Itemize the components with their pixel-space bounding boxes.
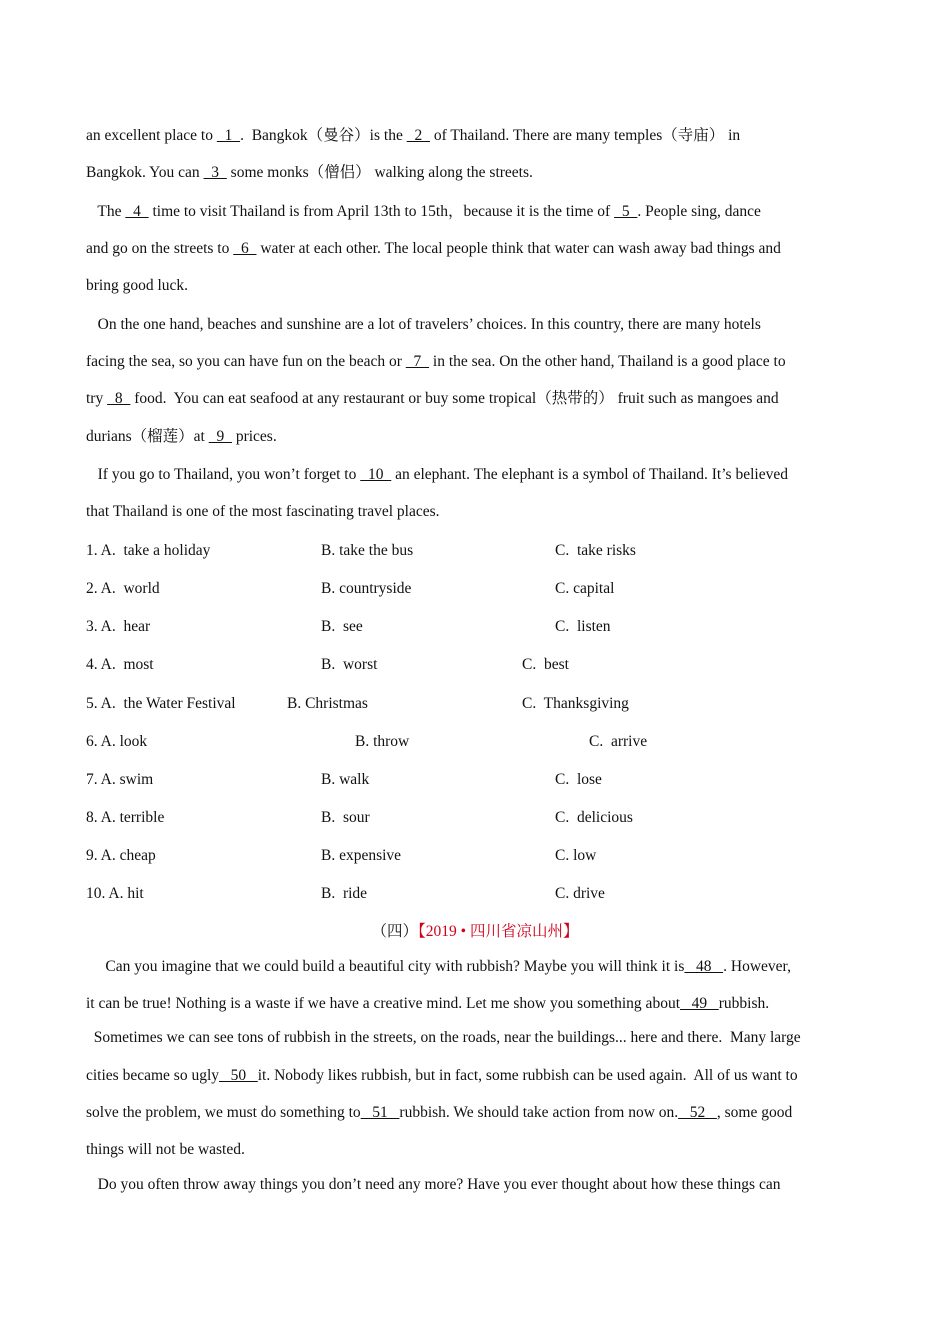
- q8-option-a: 8. A. terrible: [86, 809, 165, 826]
- text: rubbish.: [718, 995, 770, 1012]
- blank-2: 2: [406, 127, 430, 144]
- passage3-p2-line3: bring good luck.: [86, 277, 189, 294]
- text: durians（榴莲）at: [86, 428, 209, 445]
- blank-5: 5: [614, 203, 638, 220]
- section-source: 【2019 • 四川省凉山州】: [418, 923, 579, 940]
- q4-option-c: C. best: [522, 656, 569, 673]
- passage3-p4-line1: [86, 465, 788, 485]
- blank-3: 3: [203, 164, 227, 181]
- text: of Thailand. There are many temples（寺庙） in: [429, 127, 741, 144]
- q4-option-b: B. worst: [321, 656, 378, 673]
- passage3-p1-line2: [86, 163, 533, 183]
- q7-option-c: C. lose: [555, 771, 602, 788]
- text: some monks（僧侣） walking along the streets.: [226, 164, 533, 181]
- q1-option-a: 1. A. take a holiday: [86, 542, 211, 559]
- text: an elephant. The elephant is a symbol of Thailand. It’s believed: [391, 466, 788, 483]
- text: . People sing, dance: [637, 203, 761, 220]
- text: If you go to Thailand, you won’t forget to: [86, 466, 361, 483]
- q10-option-a: 10. A. hit: [86, 885, 144, 902]
- section-number: （四）: [371, 923, 419, 940]
- q5-option-a: 5. A. the Water Festival: [86, 695, 236, 712]
- blank-4: 4: [125, 203, 149, 220]
- q8-option-b: B. sour: [321, 809, 370, 826]
- text: an excellent place to: [86, 127, 217, 144]
- q3-option-a: 3. A. hear: [86, 618, 151, 635]
- passage4-p2-line1: Sometimes we can see tons of rubbish in the streets, on the roads, near the buildings... here and there. Many large: [86, 1029, 801, 1046]
- q2-option-a: 2. A. world: [86, 580, 160, 597]
- section-heading: [0, 922, 950, 942]
- text: it can be true! Nothing is a waste if we have a creative mind. Let me show you something about: [86, 995, 680, 1012]
- passage3-p3-line1: On the one hand, beaches and sunshine are a lot of travelers’ choices. In this country, there are many hotels: [86, 316, 761, 333]
- q6-option-b: B. throw: [355, 733, 410, 750]
- blank-9: 9: [208, 428, 232, 445]
- blank-7: 7: [405, 353, 430, 370]
- blank-6: 6: [233, 240, 257, 257]
- text: facing the sea, so you can have fun on the beach or: [86, 353, 406, 370]
- passage3-p1-line1: [86, 126, 740, 146]
- text: Can you imagine that we could build a beautiful city with rubbish? Maybe you will think it is: [86, 958, 685, 975]
- blank-8: 8: [107, 390, 131, 407]
- q10-option-b: B. ride: [321, 885, 368, 902]
- text: time to visit Thailand is from April 13th to 15th，because it is the time of: [148, 203, 615, 220]
- q9-option-b: B. expensive: [321, 847, 402, 864]
- q1-option-c: C. take risks: [555, 542, 636, 559]
- blank-10: 10: [360, 466, 392, 483]
- q9-option-a: 9. A. cheap: [86, 847, 156, 864]
- passage3-p3-line3: [86, 389, 779, 409]
- passage4-p1-line2: [86, 994, 769, 1014]
- text: Bangkok. You can: [86, 164, 204, 181]
- text: cities became so ugly: [86, 1067, 219, 1084]
- q3-option-c: C. listen: [555, 618, 611, 635]
- q6-option-c: C. arrive: [589, 733, 648, 750]
- q8-option-c: C. delicious: [555, 809, 633, 826]
- passage3-p2-line2: [86, 239, 781, 259]
- q7-option-a: 7. A. swim: [86, 771, 154, 788]
- blank-1: 1: [216, 127, 241, 144]
- passage4-p2-line4: things will not be wasted.: [86, 1141, 245, 1158]
- q3-option-b: B. see: [321, 618, 363, 635]
- blank-51: 51: [360, 1104, 400, 1121]
- blank-49: 49: [680, 995, 719, 1012]
- passage4-p3-line1: Do you often throw away things you don’t need any more? Have you ever thought about how these things can: [86, 1176, 781, 1193]
- text: rubbish. We should take action from now on.: [399, 1104, 679, 1121]
- text: and go on the streets to: [86, 240, 234, 257]
- text: it. Nobody likes rubbish, but in fact, some rubbish can be used again. All of us want to: [257, 1067, 798, 1084]
- blank-50: 50: [219, 1067, 258, 1084]
- text: prices.: [231, 428, 277, 445]
- q2-option-b: B. countryside: [321, 580, 412, 597]
- q4-option-a: 4. A. most: [86, 656, 154, 673]
- passage3-p4-line2: that Thailand is one of the most fascinating travel places.: [86, 503, 440, 520]
- text: . However,: [723, 958, 791, 975]
- passage3-p3-line2: [86, 352, 786, 372]
- text: . Bangkok（曼谷）is the: [240, 127, 407, 144]
- passage3-p3-line4: [86, 427, 277, 447]
- blank-52: 52: [678, 1104, 717, 1121]
- q2-option-c: C. capital: [555, 580, 615, 597]
- text: , some good: [716, 1104, 793, 1121]
- q5-option-c: C. Thanksgiving: [522, 695, 629, 712]
- text: in the sea. On the other hand, Thailand is a good place to: [429, 353, 786, 370]
- passage3-p2-line1: [86, 202, 761, 222]
- passage4-p1-line1: [86, 957, 791, 977]
- text: food. You can eat seafood at any restaurant or buy some tropical（热带的） fruit such as mangoes and: [130, 390, 779, 407]
- q1-option-b: B. take the bus: [321, 542, 414, 559]
- q5-option-b: B. Christmas: [287, 695, 368, 712]
- text: The: [86, 203, 126, 220]
- q9-option-c: C. low: [555, 847, 597, 864]
- q6-option-a: 6. A. look: [86, 733, 148, 750]
- q10-option-c: C. drive: [555, 885, 605, 902]
- passage4-p2-line3: [86, 1103, 792, 1123]
- passage4-p2-line2: [86, 1066, 798, 1086]
- text: water at each other. The local people think that water can wash away bad things and: [256, 240, 781, 257]
- text: solve the problem, we must do something to: [86, 1104, 361, 1121]
- text: try: [86, 390, 108, 407]
- blank-48: 48: [684, 958, 724, 975]
- q7-option-b: B. walk: [321, 771, 370, 788]
